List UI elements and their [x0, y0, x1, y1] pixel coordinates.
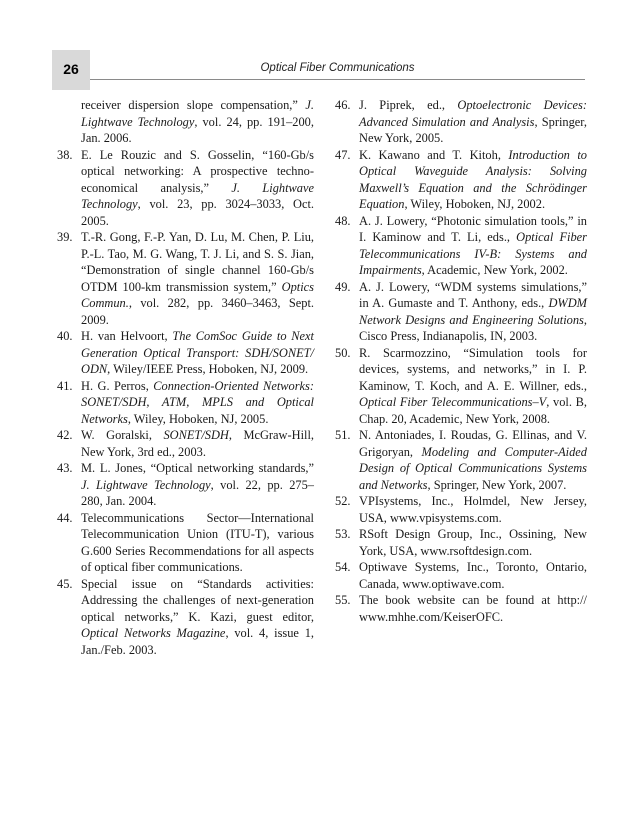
reference-number: 46.	[335, 98, 351, 112]
reference-text: , Wiley, Hoboken, NJ, 2002.	[404, 197, 546, 211]
right-reference-column	[330, 97, 587, 625]
reference-entry	[330, 147, 587, 213]
reference-title: Optical Networks Magazine	[81, 626, 226, 640]
reference-number: 41.	[57, 378, 73, 393]
reference-title: Optics Commun.	[81, 279, 314, 310]
reference-title: Modeling and Computer-Aided Design of Optical Communications Systems and Networks,	[359, 444, 587, 492]
reference-text: , Wiley, Hoboken, NJ, 2005.	[127, 411, 269, 426]
reference-text: T.-R. Gong, F.-P. Yan, D. Lu, M. Chen, P. Liu, P.-L. Tao, M. G. Wang, T. J. Li, and S. S. Jian, “Demonstration of single channel 160-Gb/s OTDM 100-km transmission system,”	[81, 230, 314, 294]
reference-entry	[52, 378, 314, 428]
reference-text: , vol. 22, pp. 275–280, Jan. 2004.	[81, 477, 314, 508]
reference-text: , Cisco Press, Indianapolis, IN, 2003.	[359, 312, 587, 343]
reference-text: , Academic, New York, 2002.	[421, 263, 568, 277]
reference-text: J. Piprek, ed.,	[359, 98, 458, 112]
reference-entry	[330, 592, 587, 625]
reference-entry	[52, 427, 314, 460]
reference-entry	[330, 279, 587, 345]
page-number: 26	[63, 61, 79, 77]
reference-text: receiver dispersion slope compensation,”	[81, 98, 306, 112]
reference-text: , Springer, New York, 2005.	[359, 114, 588, 145]
reference-number: 39.	[57, 230, 73, 244]
running-header-title: Optical Fiber Communications	[260, 62, 415, 74]
reference-text: Optiwave Systems, Inc., Toronto, Ontario, Canada, www.optiwave.com.	[359, 560, 587, 591]
reference-entry	[52, 576, 314, 659]
reference-number: 48.	[335, 213, 351, 228]
reference-title: J. Lightwave Technology	[81, 477, 211, 492]
reference-text: H. van Helvoort,	[81, 329, 173, 343]
reference-number: 49.	[335, 279, 351, 294]
reference-entry	[52, 328, 314, 378]
reference-text: A. J. Lowery, “Photonic simulation tools,” in I. Kaminow and T. Li, eds.,	[359, 213, 587, 244]
reference-entry	[52, 229, 314, 328]
reference-text: K. Kawano and T. Kitoh,	[359, 147, 509, 162]
reference-entry	[330, 97, 587, 147]
reference-entry	[330, 345, 587, 428]
reference-text: H. G. Perros,	[81, 378, 154, 393]
reference-text: , vol. 23, pp. 3024–3033, Oct. 2005.	[81, 197, 314, 228]
reference-text: , vol. 282, pp. 3460–3463, Sept. 2009.	[81, 296, 314, 327]
reference-text: W. Goralski,	[81, 428, 164, 442]
reference-number: 45.	[57, 576, 73, 591]
reference-title: Optoelectronic Devices: Advanced Simulation and Analysis	[359, 98, 587, 129]
reference-number: 55.	[335, 593, 351, 607]
reference-text: , McGraw-Hill, New York, 3rd ed., 2003.	[81, 428, 315, 459]
reference-text: , Wiley/IEEE Press, Hoboken, NJ, 2009.	[107, 362, 309, 376]
reference-title: Connection-Oriented Networks: SONET/SDH, ATM, MPLS and Optical Networks	[81, 378, 314, 426]
reference-text: N. Antoniades, I. Roudas, G. Ellinas, and V. Grigoryan,	[359, 428, 587, 459]
reference-text: , vol. 24, pp. 191–200, Jan. 2006.	[81, 114, 314, 145]
reference-title: Optical Fiber Telecommunications–V	[359, 395, 547, 409]
reference-number: 52.	[335, 494, 351, 508]
reference-number: 44.	[57, 510, 73, 525]
reference-text: , vol. 4, issue 1, Jan./Feb. 2003.	[81, 626, 314, 657]
reference-title: SONET/SDH	[163, 428, 229, 442]
reference-text: M. L. Jones, “Optical networking standards,”	[81, 461, 314, 475]
reference-title: Optical Fiber Telecommunications IV-B: Systems and Impairments	[359, 230, 587, 277]
reference-number: 51.	[335, 428, 351, 442]
reference-entry	[330, 427, 587, 493]
reference-text: Telecommunications Sector—International Telecommunication Union (ITU-T), various G.600 Series Recommendations for all aspects of optical fiber communications.	[81, 510, 314, 574]
reference-entry	[330, 526, 587, 559]
reference-entry	[52, 510, 314, 576]
reference-title: J. Lightwave Technology	[81, 98, 314, 129]
reference-entry	[52, 147, 314, 230]
header-rule	[90, 79, 585, 80]
reference-number: 42.	[57, 428, 73, 442]
reference-number: 54.	[335, 560, 351, 574]
left-reference-column	[52, 97, 314, 658]
reference-number: 43.	[57, 461, 73, 475]
reference-number: 38.	[57, 147, 73, 162]
reference-text: Special issue on “Standards activities: Addressing the challenges of next-generation optical networks,” K. Kazi, guest editor,	[81, 576, 314, 624]
reference-title: The ComSoc Guide to Next Generation Optical Transport: SDH/SONET/ ODN	[81, 329, 315, 376]
reference-text: , vol. B, Chap. 20, Academic, New York, 2008.	[359, 395, 587, 426]
reference-entry	[52, 460, 314, 510]
reference-number: 53.	[335, 527, 351, 541]
reference-entry	[330, 213, 587, 279]
reference-title: DWDM Network Designs and Engineering Solutions	[359, 296, 587, 327]
reference-number: 47.	[335, 147, 351, 162]
reference-title: Introduction to Optical Waveguide Analysis: Solving Maxwell’s Equation and the Schrödinger Equation	[359, 147, 587, 211]
reference-text: E. Le Rouzic and S. Gosselin, “160-Gb/s optical networking: A prospective techno-economical analysis,”	[81, 147, 314, 195]
reference-text: A. J. Lowery, “WDM systems simulations,” in A. Gumaste and T. Anthony, eds.,	[359, 279, 587, 310]
reference-entry	[330, 493, 587, 526]
reference-text: RSoft Design Group, Inc., Ossining, New York, USA, www.rsoftdesign.com.	[359, 527, 587, 558]
reference-text: R. Scarmozzino, “Simulation tools for devices, systems, and networks,” in I. P. Kaminow, T. Koch, and A. E. Willner, eds.,	[359, 345, 587, 393]
reference-text: The book website can be found at http:// www.mhhe.com/KeiserOFC.	[359, 593, 587, 624]
reference-number: 40.	[57, 329, 73, 343]
reference-number: 50.	[335, 345, 351, 360]
reference-entry	[52, 97, 314, 147]
reference-entry	[330, 559, 587, 592]
reference-title: J. Lightwave Technology	[81, 180, 314, 211]
reference-text: VPIsystems, Inc., Holmdel, New Jersey, USA, www.vpisystems.com.	[359, 494, 587, 525]
reference-text: Springer, New York, 2007.	[430, 477, 567, 492]
